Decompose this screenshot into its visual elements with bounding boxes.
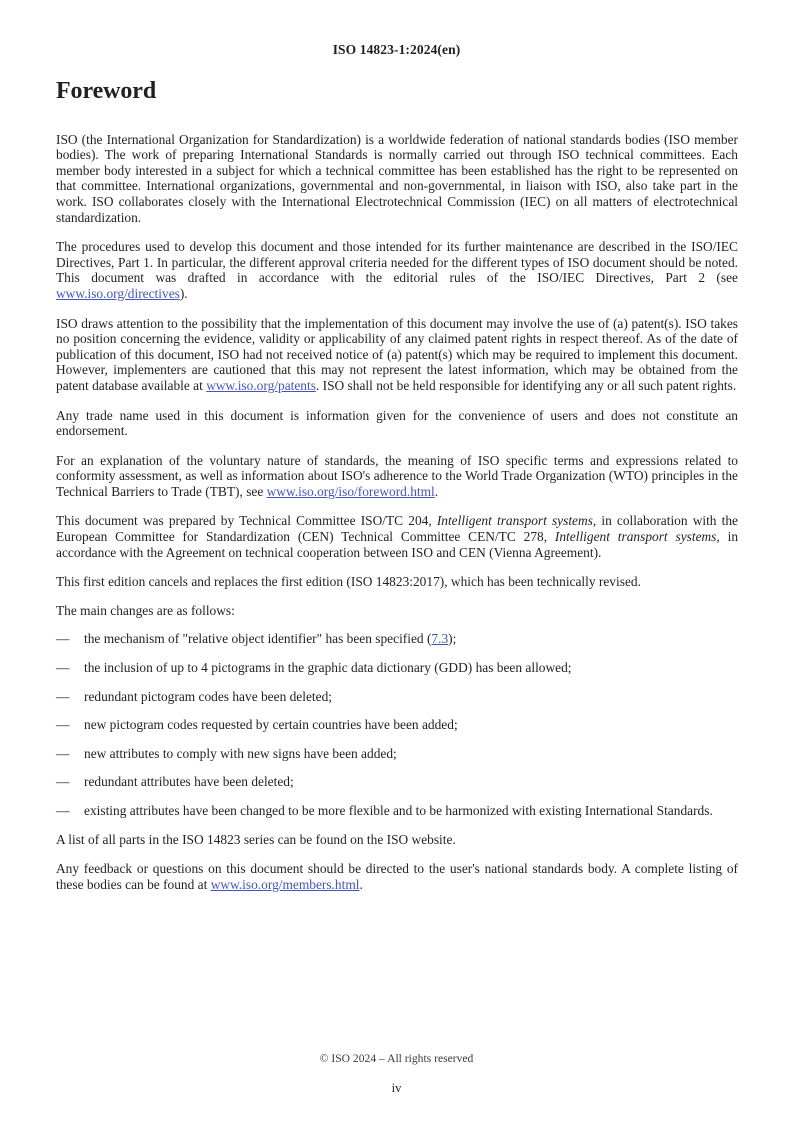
paragraph-text: The main changes are as follows: xyxy=(56,602,235,618)
list-item xyxy=(56,774,738,790)
list-item-text: the mechanism of "relative object identifier" has been specified ( xyxy=(84,631,432,647)
paragraph-text: Any trade name used in this document is information given for the convenience of users and does not constitute an endorsement. xyxy=(56,407,738,439)
paragraph-text: in collaboration with the European Committee for Standardization (CEN) Technical Committee CEN/TC 278, xyxy=(56,513,738,545)
list-item xyxy=(56,746,738,762)
page-title: Foreword xyxy=(56,78,157,104)
paragraph-procedures xyxy=(56,239,738,301)
paragraph-text: For an explanation of the voluntary nature of standards, the meaning of ISO specific terms and expressions related to conformity assessment, as well as information about ISO's adherence to the World Trade Organization (WTO) principles in the Technical Barriers to Trade (TBT), see xyxy=(56,452,738,499)
list-item-text: new pictogram codes requested by certain countries have been added; xyxy=(84,717,458,733)
paragraph-text-tail: . xyxy=(434,483,439,499)
em-dash-marker: — xyxy=(56,803,70,818)
em-dash-marker: — xyxy=(56,660,70,676)
em-dash-marker: — xyxy=(56,631,70,647)
paragraph-text: ISO draws attention to the possibility that the implementation of this document may involve the use of (a) patent(s). ISO takes no position concerning the evidence, validity or applicability of any claimed patent rights in respect thereof. As of the date of publication of this document, ISO had not received notice of (a) patent(s) which may be required to implement this document. However, implementers are cautioned that this may not represent the latest information, which may be obtained from the patent database available at xyxy=(56,315,738,393)
footer-page-number: iv xyxy=(391,1081,402,1095)
list-item-text: existing attributes have been changed to be more flexible and to be harmonized with existing International Standards. xyxy=(84,803,713,818)
paragraph-iso-description xyxy=(56,132,738,226)
footer-copyright: © ISO 2024 – All rights reserved xyxy=(319,1052,474,1065)
list-item xyxy=(56,689,738,705)
link-iso-foreword[interactable]: www.iso.org/iso/foreword.html xyxy=(266,483,435,499)
paragraph-text: This document was prepared by Technical Committee ISO/TC 204, xyxy=(56,513,437,529)
paragraph-first-edition xyxy=(56,574,738,590)
em-dash-marker: — xyxy=(56,717,70,733)
link-iso-members[interactable]: www.iso.org/members.html xyxy=(210,876,360,892)
em-dash-marker: — xyxy=(56,774,70,790)
em-dash-marker: — xyxy=(56,688,70,704)
link-iso-directives[interactable]: www.iso.org/directives xyxy=(56,285,180,301)
paragraph-voluntary-nature xyxy=(56,453,738,500)
paragraph-text: A list of all parts in the ISO 14823 series can be found on the ISO website. xyxy=(56,831,456,847)
italic-title-tc204: Intelligent transport systems, xyxy=(436,513,597,529)
paragraph-text: The procedures used to develop this document and those intended for its further maintenance are described in the ISO/IEC Directives, Part 1. In particular, the different approval criteria needed for the different types of ISO document should be noted. This document was drafted in accordance with the editorial rules of the ISO/IEC Directives, Part 2 (see xyxy=(56,239,738,286)
paragraph-text: This first edition cancels and replaces the first edition (ISO 14823:2017), which has been technically revised. xyxy=(56,574,641,590)
paragraph-text: ISO (the International Organization for Standardization) is a worldwide federation of national standards bodies (ISO member bodies). The work of preparing International Standards is normally carried out through ISO technical committees. Each member body interested in a subject for which a technical committee has been established has the right to be represented on that committee. International organizations, governmental and non-governmental, in liaison with ISO, also take part in the work. ISO collaborates closely with the International Electrotechnical Commission (IEC) on all matters of electrotechnical standardization. xyxy=(56,131,738,225)
em-dash-marker: — xyxy=(56,745,70,761)
list-item xyxy=(56,717,738,733)
list-item-text: redundant pictogram codes have been deleted; xyxy=(84,688,332,704)
paragraph-text-tail: . ISO shall not be held responsible for identifying any or all such patent rights. xyxy=(315,377,737,393)
list-item-text: new attributes to comply with new signs have been added; xyxy=(84,745,397,761)
paragraph-trade-name xyxy=(56,408,738,439)
list-item xyxy=(56,631,738,647)
changes-list xyxy=(56,631,738,818)
paragraph-main-changes-intro xyxy=(56,603,738,619)
link-clause-7-3[interactable]: 7.3 xyxy=(431,631,449,647)
paragraph-text-tail: . xyxy=(359,876,363,892)
list-item xyxy=(56,660,738,676)
paragraph-text-tail: in accordance with the Agreement on technical cooperation between ISO and CEN (Vienna Agreement). xyxy=(56,529,739,560)
paragraph-text: Any feedback or questions on this document should be directed to the user's national standards body. A complete listing of these bodies can be found at xyxy=(56,861,738,892)
paragraph-patents xyxy=(56,316,738,394)
list-item-text: redundant attributes have been deleted; xyxy=(84,774,294,790)
list-item-text: the inclusion of up to 4 pictograms in the graphic data dictionary (GDD) has been allowed; xyxy=(84,660,572,676)
paragraph-technical-committee xyxy=(56,513,738,560)
list-item xyxy=(56,803,738,819)
italic-title-cen278: Intelligent transport systems, xyxy=(554,529,720,545)
paragraph-parts-list xyxy=(56,832,738,848)
running-header: ISO 14823-1:2024(en) xyxy=(332,42,461,57)
paragraph-feedback xyxy=(56,861,738,892)
paragraph-text-tail: ). xyxy=(179,285,188,301)
list-item-text-tail: ); xyxy=(448,631,457,647)
link-iso-patents[interactable]: www.iso.org/patents xyxy=(206,377,316,393)
page-content xyxy=(56,78,738,906)
